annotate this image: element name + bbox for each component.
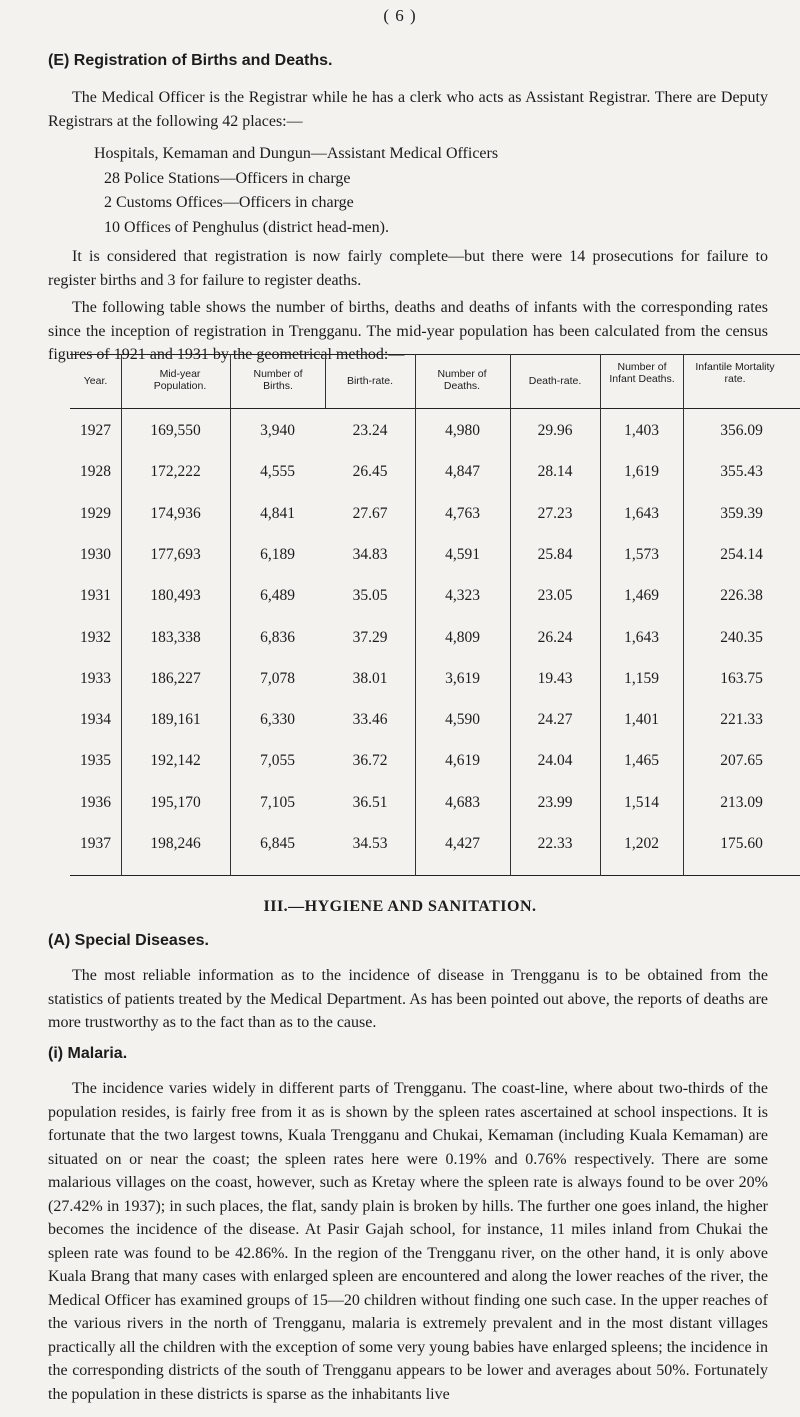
registration-statistics-table bbox=[70, 354, 800, 876]
cell-deaths: 4,591 bbox=[445, 545, 480, 563]
cell-infant-mortality: 254.14 bbox=[720, 545, 763, 563]
cell-infant-deaths: 1,643 bbox=[624, 504, 659, 522]
cell-infant-mortality: 175.60 bbox=[720, 835, 763, 852]
column-header-deaths: Number of Deaths. bbox=[437, 368, 487, 392]
column-header-infant-mortality: Infantile Mortality rate. bbox=[695, 361, 775, 385]
column-header-birth-rate: Birth-rate. bbox=[346, 375, 394, 387]
cell-death-rate: 25.84 bbox=[537, 545, 573, 563]
column-header-death-rate: Death-rate. bbox=[528, 375, 582, 387]
cell-infant-deaths: 1,514 bbox=[624, 793, 659, 811]
cell-births: 4,555 bbox=[260, 463, 295, 481]
cell-infant-mortality: 221.33 bbox=[720, 711, 763, 729]
list-item: 2 Customs Offices—Officers in charge bbox=[104, 194, 354, 211]
table-row bbox=[70, 670, 800, 694]
table-row bbox=[70, 629, 800, 653]
cell-year: 1931 bbox=[80, 587, 111, 605]
cell-deaths: 4,847 bbox=[445, 463, 480, 481]
cell-birth-rate: 27.67 bbox=[352, 504, 388, 522]
cell-births: 7,055 bbox=[260, 752, 295, 770]
cell-infant-deaths: 1,469 bbox=[624, 587, 659, 605]
cell-year: 1928 bbox=[80, 463, 111, 481]
cell-population: 172,222 bbox=[150, 463, 201, 481]
cell-infant-deaths: 1,159 bbox=[624, 669, 659, 687]
cell-population: 186,227 bbox=[150, 669, 201, 687]
cell-infant-mortality: 356.09 bbox=[720, 422, 763, 439]
registrar-places-list bbox=[94, 142, 498, 240]
cell-year: 1935 bbox=[80, 752, 111, 770]
table-row bbox=[70, 546, 800, 570]
cell-birth-rate: 34.53 bbox=[352, 835, 388, 852]
malaria-paragraph: The incidence varies widely in different parts of Trengganu. The coast-line, where about two-thirds of the population resides, is fairly free from it as is shown by the spleen rates ascertained at school inspections. It is fortunate that the two largest towns, Kuala Trengganu and Chukai, Kemaman (including Kuala Kemaman) are situated on or near the coast; the spleen rates here were 0.19% and 0.76% respectively. There are some malarious villages on the coast, however, such as Kretay where the spleen rate is always found to be over 20% (27.42% in 1937); in such places, the flat, sandy plain is broken by hills. The further one goes inland, the higher becomes the incidence of the disease. At Pasir Gajah school, for instance, 11 miles inland from Chukai the spleen rate was found to be 42.86%. In the region of the Trengganu river, on the other hand, it is only above Kuala Brang that many cases with enlarged spleen are encountered and along the lower reaches of the river, the Medical Officer has examined groups of 15—20 children without finding one such case. In the upper reaches of the various rivers in the north of Trengganu, malaria is extremely prevalent and in the most distant villages practically all the children with the exception of some very young babies have enlarged spleens; the incidence in the corresponding districts of the south of Trengganu appears to be lower and averages about 50%. Fortunately the population in these districts is sparse as the inhabitants live bbox=[48, 1080, 768, 1403]
cell-infant-mortality: 163.75 bbox=[720, 669, 763, 687]
table-row bbox=[70, 463, 800, 487]
cell-population: 180,493 bbox=[150, 587, 201, 605]
column-header-year: Year. bbox=[83, 375, 108, 387]
section-e-paragraph-2: It is considered that registration is now fairly complete—but there were 14 prosecutions for failure to register births and 3 for failure to register deaths. bbox=[48, 248, 768, 289]
cell-death-rate: 22.33 bbox=[537, 835, 573, 852]
cell-deaths: 4,809 bbox=[445, 628, 480, 646]
cell-population: 177,693 bbox=[150, 545, 201, 563]
cell-infant-mortality: 359.39 bbox=[720, 504, 763, 522]
cell-population: 183,338 bbox=[150, 628, 201, 646]
column-header-population: Mid-year Population. bbox=[153, 368, 207, 392]
table-row bbox=[70, 587, 800, 611]
cell-birth-rate: 36.72 bbox=[352, 752, 388, 770]
cell-infant-mortality: 226.38 bbox=[720, 587, 763, 605]
cell-deaths: 4,427 bbox=[445, 835, 480, 852]
cell-population: 189,161 bbox=[150, 711, 201, 729]
cell-infant-mortality: 207.65 bbox=[720, 752, 763, 770]
cell-births: 6,489 bbox=[260, 587, 295, 605]
cell-death-rate: 24.04 bbox=[537, 752, 573, 770]
cell-infant-deaths: 1,401 bbox=[624, 711, 659, 729]
cell-death-rate: 27.23 bbox=[537, 504, 573, 522]
cell-births: 7,105 bbox=[260, 793, 295, 811]
cell-infant-deaths: 1,465 bbox=[624, 752, 659, 770]
table-rule-top bbox=[70, 354, 800, 355]
cell-year: 1937 bbox=[80, 835, 111, 852]
cell-births: 6,845 bbox=[260, 835, 295, 852]
table-row bbox=[70, 794, 800, 818]
cell-population: 192,142 bbox=[150, 752, 201, 770]
cell-birth-rate: 35.05 bbox=[352, 587, 388, 605]
column-header-infant-deaths: Number of Infant Deaths. bbox=[609, 361, 675, 385]
special-diseases-heading: (A) Special Diseases. bbox=[48, 932, 209, 949]
cell-death-rate: 23.99 bbox=[537, 793, 573, 811]
cell-births: 4,841 bbox=[260, 504, 295, 522]
section-e-paragraph-3: The following table shows the number of births, deaths and deaths of infants with the corresponding rates since the inception of registration in Trengganu. The mid-year population has been calculated from the census figures of 1921 and 1931 by the geometrical method:— bbox=[48, 299, 768, 363]
cell-births: 6,330 bbox=[260, 711, 295, 729]
special-diseases-paragraph: The most reliable information as to the incidence of disease in Trengganu is to be obtained from the statistics of patients treated by the Medical Department. As has been pointed out above, the reports of deaths are more trustworthy as to the fact than as to the cause. bbox=[48, 967, 768, 1031]
section-e-paragraph-1: The Medical Officer is the Registrar while he has a clerk who acts as Assistant Registrar. There are Deputy Registrars at the following 42 places:— bbox=[48, 89, 768, 130]
table-rule-header bbox=[70, 408, 800, 409]
cell-infant-mortality: 213.09 bbox=[720, 793, 763, 811]
cell-birth-rate: 37.29 bbox=[352, 628, 388, 646]
cell-year: 1933 bbox=[80, 669, 111, 687]
cell-birth-rate: 23.24 bbox=[352, 422, 388, 439]
cell-infant-deaths: 1,202 bbox=[624, 835, 659, 852]
cell-population: 174,936 bbox=[150, 504, 201, 522]
cell-population: 198,246 bbox=[150, 835, 201, 852]
table-row bbox=[70, 835, 800, 859]
section-e-heading: (E) Registration of Births and Deaths. bbox=[48, 52, 333, 69]
cell-death-rate: 26.24 bbox=[537, 628, 573, 646]
page-number: ( 6 ) bbox=[383, 6, 417, 25]
cell-deaths: 4,980 bbox=[445, 422, 480, 439]
cell-birth-rate: 36.51 bbox=[352, 793, 388, 811]
cell-year: 1932 bbox=[80, 628, 111, 646]
cell-deaths: 4,683 bbox=[445, 793, 480, 811]
cell-death-rate: 19.43 bbox=[537, 669, 573, 687]
cell-death-rate: 29.96 bbox=[537, 422, 573, 439]
cell-birth-rate: 33.46 bbox=[352, 711, 388, 729]
cell-year: 1927 bbox=[80, 422, 111, 439]
cell-year: 1929 bbox=[80, 504, 111, 522]
cell-births: 7,078 bbox=[260, 669, 295, 687]
cell-deaths: 4,323 bbox=[445, 587, 480, 605]
cell-year: 1934 bbox=[80, 711, 111, 729]
cell-infant-deaths: 1,619 bbox=[624, 463, 659, 481]
column-header-births: Number of Births. bbox=[253, 368, 303, 392]
cell-birth-rate: 34.83 bbox=[352, 545, 388, 563]
cell-death-rate: 28.14 bbox=[537, 463, 573, 481]
cell-deaths: 3,619 bbox=[445, 669, 480, 687]
cell-birth-rate: 26.45 bbox=[352, 463, 388, 481]
cell-deaths: 4,763 bbox=[445, 504, 480, 522]
table-row bbox=[70, 711, 800, 735]
cell-births: 6,836 bbox=[260, 628, 295, 646]
cell-population: 195,170 bbox=[150, 793, 201, 811]
malaria-heading: (i) Malaria. bbox=[48, 1045, 128, 1062]
cell-births: 3,940 bbox=[260, 422, 295, 439]
cell-infant-deaths: 1,643 bbox=[624, 628, 659, 646]
table-row bbox=[70, 422, 800, 446]
list-item: Hospitals, Kemaman and Dungun—Assistant Medical Officers bbox=[94, 145, 499, 162]
cell-births: 6,189 bbox=[260, 545, 295, 563]
cell-death-rate: 23.05 bbox=[537, 587, 573, 605]
section-iii-title: III.—HYGIENE AND SANITATION. bbox=[263, 898, 537, 915]
cell-deaths: 4,590 bbox=[445, 711, 480, 729]
cell-year: 1930 bbox=[80, 545, 111, 563]
cell-population: 169,550 bbox=[150, 422, 201, 439]
list-item: 10 Offices of Penghulus (district head-men). bbox=[104, 218, 389, 236]
cell-deaths: 4,619 bbox=[445, 752, 480, 770]
cell-infant-mortality: 355.43 bbox=[720, 463, 763, 481]
cell-infant-mortality: 240.35 bbox=[720, 628, 763, 646]
cell-year: 1936 bbox=[80, 793, 111, 811]
table-row bbox=[70, 505, 800, 529]
cell-death-rate: 24.27 bbox=[537, 711, 573, 729]
table-row bbox=[70, 752, 800, 776]
table-rule-bottom bbox=[70, 875, 800, 876]
cell-infant-deaths: 1,573 bbox=[624, 545, 659, 563]
cell-infant-deaths: 1,403 bbox=[624, 422, 659, 439]
list-item: 28 Police Stations—Officers in charge bbox=[104, 169, 351, 187]
cell-birth-rate: 38.01 bbox=[352, 669, 388, 687]
